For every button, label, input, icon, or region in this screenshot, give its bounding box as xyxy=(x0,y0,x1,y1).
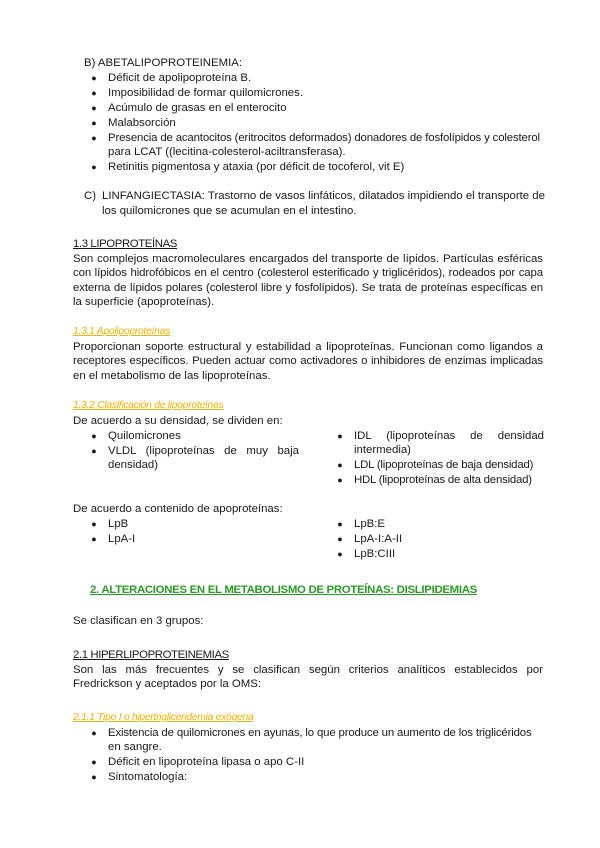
hiperlipo-heading: 2.1 HIPERLIPOPROTEINEMIAS xyxy=(73,649,229,661)
list-item: Déficit en lipoproteína lipasa o apo C-II xyxy=(108,756,305,768)
bullet-icon: ● xyxy=(91,519,97,529)
bullet-icon: ● xyxy=(337,460,343,470)
bullet-icon: ● xyxy=(337,431,343,441)
list-item-continued: intermedia) xyxy=(354,444,411,456)
list-item: HDL (lipoproteínas de alta densidad) xyxy=(354,474,532,486)
list-item: Imposibilidad de formar quilomicrones. xyxy=(108,87,303,99)
bullet-icon: ● xyxy=(91,728,97,738)
bullet-icon: ● xyxy=(91,772,97,782)
section-c-label: C) xyxy=(84,190,97,202)
list-item: Retinitis pigmentosa y ataxia (por déficit de tocoferol, vit E) xyxy=(108,161,405,173)
bullet-icon: ● xyxy=(91,446,97,456)
list-item: VLDL (lipoproteínas de muy baja xyxy=(108,445,299,457)
paragraph-line: con lípidos hidrofóbicos en el centro (colesterol esterificado y triglicéridos), rodeados por capa xyxy=(73,267,543,279)
bullet-icon: ● xyxy=(91,103,97,113)
list-item: Déficit de apolipoproteína B. xyxy=(108,72,252,84)
paragraph-line: la superficie (apoproteínas). xyxy=(73,296,215,308)
list-item: Quilomicrones xyxy=(108,430,181,442)
list-item-continued: para LCAT ((lecitina-colesterol-aciltransferasa). xyxy=(108,146,346,158)
bullet-icon: ● xyxy=(91,88,97,98)
bullet-icon: ● xyxy=(91,133,97,143)
list-item: LpA-I:A-II xyxy=(354,533,403,545)
section-2-heading: 2. ALTERACIONES EN EL METABOLISMO DE PROTEÍNAS: DISLIPIDEMIAS xyxy=(90,584,477,596)
bullet-icon: ● xyxy=(337,534,343,544)
list-item: LpB:E xyxy=(354,518,386,530)
paragraph-line: en el metabolismo de las lipoproteínas. xyxy=(73,370,271,382)
tipo1-heading: 2.1.1 Tipo I o hipertrigliceridemia exógena xyxy=(73,712,254,723)
bullet-icon: ● xyxy=(337,519,343,529)
list-item: Presencia de acantocitos (eritrocitos deformados) donadores de fosfolípidos y colesterol xyxy=(108,132,540,144)
list-item: Existencia de quilomicrones en ayunas, lo que produce un aumento de los triglicéridos xyxy=(108,727,532,739)
section-c-line: los quilomicrones que se acumulan en el intestino. xyxy=(102,205,357,217)
list-item-continued: en sangre. xyxy=(108,741,162,753)
bullet-icon: ● xyxy=(91,431,97,441)
density-intro: De acuerdo a su densidad, se dividen en: xyxy=(73,415,283,427)
list-item-continued: densidad) xyxy=(108,459,159,471)
paragraph-line: Son las más frecuentes y se clasifican según criterios analíticos establecidos por xyxy=(73,664,543,676)
bullet-icon: ● xyxy=(91,757,97,767)
bullet-icon: ● xyxy=(91,162,97,172)
section-b-heading: B) ABETALIPOPROTEINEMIA: xyxy=(84,57,243,69)
list-item: LDL (lipoproteínas de baja densidad) xyxy=(354,459,534,471)
bullet-icon: ● xyxy=(337,475,343,485)
list-item: Sintomatología: xyxy=(108,771,188,783)
list-item: Malabsorción xyxy=(108,117,176,129)
paragraph-line: receptores específicos. Pueden actuar como activadores o inhibidores de enzimas implicadas xyxy=(73,355,543,367)
bullet-icon: ● xyxy=(91,73,97,83)
apolipoproteinas-heading: 1.3.1 Apolipoproteínas xyxy=(73,326,170,337)
paragraph-line: externa de lípidos polares (colesterol libre y fosfolípidos). Se trata de proteínas específicas en xyxy=(73,282,543,294)
list-item: IDL (lipoproteínas de densidad xyxy=(354,430,544,442)
bullet-icon: ● xyxy=(91,118,97,128)
bullet-icon: ● xyxy=(337,549,343,559)
bullet-icon: ● xyxy=(91,534,97,544)
lipoproteinas-heading: 1.3 LIPOPROTEÍNAS xyxy=(73,238,177,250)
section-2-intro: Se clasifican en 3 grupos: xyxy=(73,615,204,627)
paragraph-line: Fredrickson y aceptados por la OMS: xyxy=(73,678,262,690)
list-item: Acúmulo de grasas en el enterocito xyxy=(108,102,287,114)
paragraph-line: Proporcionan soporte estructural y estabilidad a lipoproteínas. Funcionan como ligandos a xyxy=(73,341,543,353)
list-item: LpA-I xyxy=(108,533,136,545)
list-item: LpB:CIII xyxy=(354,548,396,560)
paragraph-line: Son complejos macromoleculares encargados del transporte de lípidos. Partículas esféricas xyxy=(73,253,543,265)
section-c-line: LINFANGIECTASIA: Trastorno de vasos linfáticos, dilatados impidiendo el transporte de xyxy=(102,190,545,202)
apo-intro: De acuerdo a contenido de apoproteínas: xyxy=(73,503,283,515)
clasificacion-heading: 1.3.2 Clasificación de lipoproteínas xyxy=(73,400,224,411)
list-item: LpB xyxy=(108,518,129,530)
